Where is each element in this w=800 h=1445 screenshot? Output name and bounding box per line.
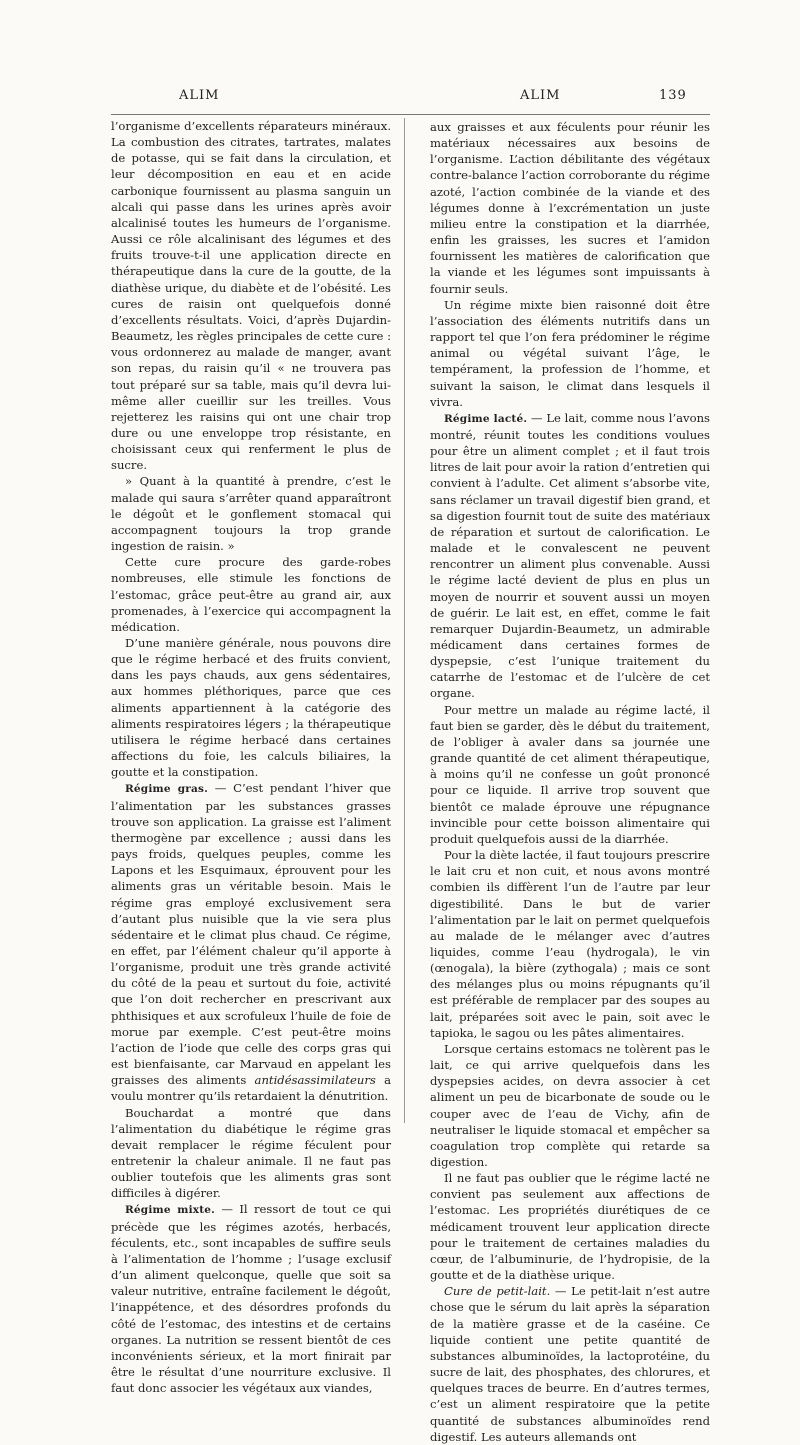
paragraph: Lorsque certains estomacs ne tolèrent pas le lait, ce qui arrive quelquefois dans les dyspepsies acides, on devra associer à cet aliment un peu de bicarbonate de soude ou le couper avec de l’eau de Vichy, afin de neutraliser le liquide stomacal et empêcher sa coagulation trop complète qui retarde sa digestion. bbox=[430, 1041, 710, 1169]
entry-heading: Régime gras. bbox=[125, 783, 208, 796]
entry-heading-italic: Cure de petit-lait. bbox=[444, 1284, 551, 1299]
column-divider bbox=[404, 118, 405, 1123]
header-rule bbox=[111, 114, 710, 115]
paragraph: Cette cure procure des garde-robes nombreuses, elle stimule les fonctions de l’estomac, grâce peut-être au grand air, aux promenades, à l’exercice qui accompagnent la médication. bbox=[111, 555, 391, 634]
italic-term: antidésassimilateurs bbox=[254, 1073, 376, 1088]
paragraph-cure-petit-lait: Cure de petit-lait. — Le petit-lait n’est autre chose que le sérum du lait après la séparation de la matière grasse et de la caséine. Ce liquide contient une petite quantité de substances albuminoïdes, la lactoprotéine, du sucre de lait, des phosphates, des chlorures, et quelques traces de beurre. En d’autres termes, c’est un aliment respiratoire que la petite quantité de substances albuminoïdes rend digestif. Les auteurs allemands ont bbox=[430, 1284, 710, 1444]
paragraph: l’organisme d’excellents réparateurs minéraux. La combustion des citrates, tartrates, malates de potasse, qui se fait dans la circulation, et leur décomposition en eau et en acide carbonique fournissent au plasma sanguin un alcali qui passe dans les urines après avoir alcalinisé toutes les humeurs de l’organisme. Aussi ce rôle alcalinisant des légumes et des fruits trouve-t-il une application directe en thérapeutique dans la cure de la goutte, de la diathèse urique, du diabète et de l’obésité. Les cures de raisin ont quelquefois donné d’excellents résultats. Voici, d’après Dujardin-Beaumetz, les règles principales de cette cure : vous ordonnerez au malade de manger, avant son repas, du raisin qu’il « ne trouvera pas tout préparé sur sa table, mais qu’il devra lui-même aller cueillir sur les treilles. Vous rejetterez les raisins qui ont une chair trop dure ou une enveloppe trop résistante, en choisissant ceux qui renferment le plus de sucre. bbox=[111, 119, 392, 473]
page-number: 139 bbox=[659, 88, 687, 103]
right-column bbox=[430, 119, 710, 1445]
running-head-left: ALIM bbox=[179, 88, 220, 103]
entry-heading: Régime lacté. bbox=[444, 412, 528, 425]
paragraph-regime-lacte: Régime lacté. — Le lait, comme nous l’avons montré, réunit toutes les conditions voulues pour être un aliment complet ; et il faut trois litres de lait pour avoir la ration d’entretien qui convient à l’adulte. Cet aliment s’absorbe vite, sans réclamer un travail digestif bien grand, et sa digestion fournit tout de suite des matériaux de réparation et surtout de calorification. Le malade et le convalescent ne peuvent rencontrer un aliment plus convenable. Aussi le régime lacté devient de plus en plus un moyen de nourrir et souvent aussi un moyen de guérir. Le lait est, en effet, comme le fait remarquer Dujardin-Beaumetz, un admirable médicament dans certaines formes de dyspepsie, c’est l’unique traitement du catarrhe de l’estomac et de l’ulcère de cet organe. bbox=[430, 410, 710, 701]
paragraph: Il ne faut pas oublier que le régime lacté ne convient pas seulement aux affections de l’estomac. Les propriétés diurétiques de ce médicament trouvent leur application directe pour le traitement de certaines maladies du cœur, de l’albuminurie, de l’hydropisie, de la goutte et de la diathèse urique. bbox=[430, 1171, 710, 1283]
running-head-right: ALIM bbox=[520, 88, 561, 103]
paragraph-regime-gras: Régime gras. — C’est pendant l’hiver que l’alimentation par les substances grasses trouve son application. La graisse est l’aliment thermogène par excellence ; aussi dans les pays froids, quelques peuples, comme les Lapons et les Esquimaux, éprouvent pour les aliments gras un véritable besoin. Mais le régime gras employé exclusivement sera d’autant plus nuisible que la vie sera plus sédentaire et le climat plus chaud. Ce régime, en effet, par l’élément chaleur qu’il apporte à l’organisme, produit une très grande activité du côté de la peau et surtout du foie, activité que l’on doit rechercher en prescrivant aux phthisiques et aux scrofuleux l’huile de foie de morue par exemple. C’est peut-être moins l’action de l’iode que celle des corps gras qui est bienfaisante, car Marvaud en appelant les graisses des aliments antidésassimilateurs a voulu montrer qu’ils retardaient la dénutrition. bbox=[111, 781, 391, 1104]
paragraph: Pour la diète lactée, il faut toujours prescrire le lait cru et non cuit, et nous avons montré combien ils diffèrent l’un de l’autre par leur digestibilité. Dans le but de varier l’alimentation par le lait on permet quelquefois au malade de le mélanger avec d’autres liquides, comme l’eau (hydrogala), le vin (œnogala), la bière (zythogala) ; mais ce sont des mélanges plus ou moins répugnants qu’il est préférable de remplacer par des soupes au lait, préparées soit avec le pain, soit avec le tapioka, le sagou ou les pâtes alimentaires. bbox=[430, 848, 710, 1040]
paragraph: Un régime mixte bien raisonné doit être l’association des éléments nutritifs dans un rapport tel que l’on fera prédominer le régime animal ou végétal suivant l’âge, le tempérament, la profession de l’homme, et suivant la saison, le climat dans lesquels il vivra. bbox=[430, 297, 710, 409]
left-column bbox=[111, 118, 391, 1396]
paragraph: » Quant à la quantité à prendre, c’est le malade qui saura s’arrêter quand apparaîtront le dégoût et le gonflement stomacal qui accompagnent toujours la trop grande ingestion de raisin. » bbox=[111, 474, 391, 554]
entry-heading: Régime mixte. bbox=[125, 1204, 216, 1217]
paragraph: Bouchardat a montré que dans l’alimentation du diabétique le régime gras devait remplacer le régime féculent pour entretenir la chaleur animale. Il ne faut pas oublier toutefois que les aliments gras sont difficiles à digérer. bbox=[111, 1105, 391, 1201]
paragraph: aux graisses et aux féculents pour réunir les matériaux nécessaires aux besoins de l’organisme. L’action débilitante des végétaux contre-balance l’action corroborante du régime azoté, l’action combinée de la viande et des légumes donne à l’excrémentation un juste milieu entre la constipation et la diarrhée, enfin les graisses, les sucres et l’amidon fournissent les matières de calorification que la viande et les légumes sont impuissants à fournir seuls. bbox=[430, 120, 710, 296]
paragraph-regime-mixte: Régime mixte. — Il ressort de tout ce qui précède que les régimes azotés, herbacés, féculents, etc., sont incapables de suffire seuls à l’alimentation de l’homme ; l’usage exclusif d’un aliment quelconque, quelle que soit sa valeur nutritive, entraîne facilement le dégoût, l’inappétence, et des désordres profonds du côté de l’estomac, des intestins et de certains organes. La nutrition se ressent bientôt de ces inconvénients sérieux, et la mort finirait par être le résultat d’une nourriture exclusive. Il faut donc associer les végétaux aux viandes, bbox=[111, 1202, 391, 1396]
paragraph: Pour mettre un malade au régime lacté, il faut bien se garder, dès le début du traitement, de l’obliger à avaler dans sa journée une grande quantité de cet aliment thérapeutique, à moins qu’il ne confesse un goût prononcé pour ce liquide. Il arrive trop souvent que bientôt ce malade éprouve une répugnance invincible pour cette boisson alimentaire qui produit quelquefois aussi de la diarrhée. bbox=[430, 702, 710, 846]
paragraph: D’une manière générale, nous pouvons dire que le régime herbacé et des fruits convient, dans les pays chauds, aux gens sédentaires, aux hommes pléthoriques, parce que ces aliments appartiennent à la catégorie des aliments respiratoires légers ; la thérapeutique utilisera le régime herbacé dans certaines affections du foie, les calculs biliaires, la goutte et la constipation. bbox=[111, 636, 391, 780]
